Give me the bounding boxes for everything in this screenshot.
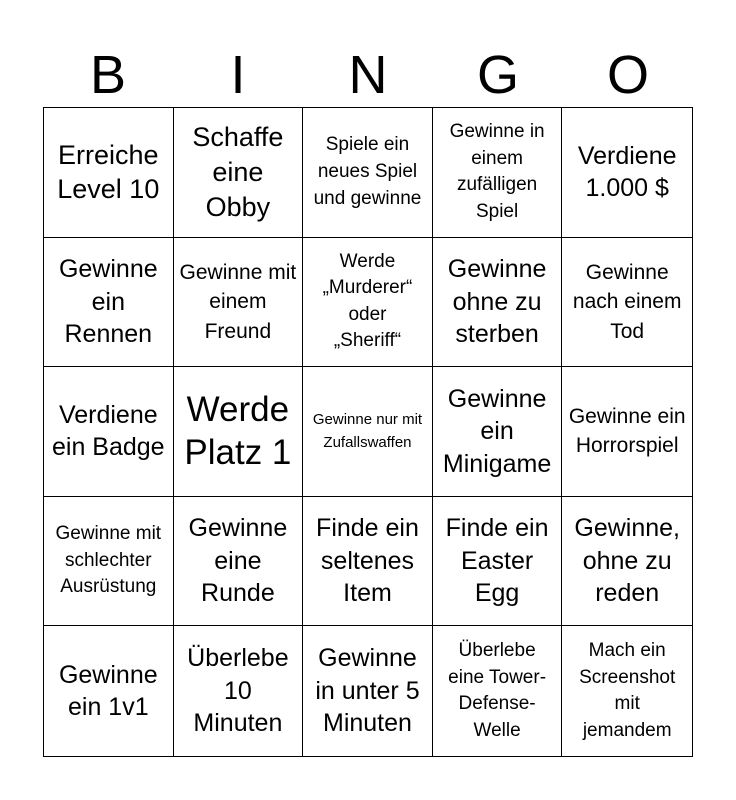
bingo-cell[interactable] — [433, 108, 563, 238]
bingo-cell[interactable] — [174, 238, 304, 368]
bingo-cell[interactable] — [44, 626, 174, 756]
bingo-cell[interactable] — [303, 626, 433, 756]
header-letter-o: O — [606, 45, 649, 105]
bingo-cell[interactable] — [44, 367, 174, 497]
bingo-cell[interactable] — [433, 238, 563, 368]
bingo-cell-text: Gewinne ein Rennen — [58, 255, 158, 349]
bingo-cell-text: Gewinne mit einem Freund — [179, 260, 297, 343]
bingo-cell[interactable] — [562, 626, 692, 756]
bingo-cell-text: Verdiene 1.000 $ — [577, 141, 677, 203]
bingo-cell[interactable] — [174, 108, 304, 238]
bingo-cell[interactable] — [174, 367, 304, 497]
bingo-cell[interactable] — [562, 108, 692, 238]
bingo-cell[interactable] — [174, 497, 304, 627]
bingo-cell-text: Finde ein Easter Egg — [445, 514, 549, 608]
bingo-cell[interactable] — [44, 238, 174, 368]
bingo-cell[interactable] — [303, 238, 433, 368]
bingo-cell-text: Gewinne ein Minigame — [442, 384, 552, 478]
bingo-cell[interactable] — [433, 367, 563, 497]
bingo-cell[interactable] — [303, 367, 433, 497]
bingo-cell[interactable] — [433, 497, 563, 627]
bingo-cell[interactable] — [303, 108, 433, 238]
bingo-cell-text: Werde Platz 1 — [184, 389, 292, 473]
bingo-cell-text: Gewinne nur mit Zufallswaffen — [312, 411, 423, 452]
bingo-cell-text: Erreiche Level 10 — [57, 139, 160, 205]
header-letter-i: I — [230, 45, 246, 105]
bingo-cell[interactable] — [303, 497, 433, 627]
bingo-cell-text: Gewinne ein Horrorspiel — [568, 405, 686, 458]
bingo-cell[interactable] — [433, 626, 563, 756]
bingo-cell-text: Gewinne in unter 5 Minuten — [315, 644, 420, 738]
bingo-cell[interactable] — [562, 497, 692, 627]
bingo-cell-text: Mach ein Screenshot mit jemandem — [579, 640, 676, 741]
bingo-cell-text: Werde „Murderer“ oder „Sheriff“ — [322, 250, 413, 352]
bingo-cell-text: Gewinne nach einem Tod — [572, 260, 682, 343]
bingo-cell-text: Gewinne in einem zufälligen Spiel — [449, 121, 545, 222]
bingo-cell-text: Finde ein seltenes Item — [316, 514, 419, 608]
bingo-cell-text: Gewinne ohne zu sterben — [447, 255, 547, 349]
bingo-cell[interactable] — [174, 626, 304, 756]
header-letter-g: G — [476, 45, 519, 105]
bingo-cell[interactable] — [44, 108, 174, 238]
bingo-grid — [43, 107, 693, 757]
bingo-cell-text: Überlebe 10 Minuten — [187, 644, 289, 738]
header-letter-n: N — [348, 45, 388, 105]
bingo-cell-text: Schaffe eine Obby — [192, 122, 284, 222]
bingo-cell-text: Gewinne, ohne zu reden — [574, 514, 680, 608]
bingo-cell[interactable] — [44, 497, 174, 627]
bingo-cell[interactable] — [562, 238, 692, 368]
bingo-cell-text: Überlebe eine Tower-Defense-Welle — [448, 640, 547, 741]
header-letter-b: B — [89, 45, 127, 105]
bingo-cell[interactable] — [562, 367, 692, 497]
bingo-cell-text: Verdiene ein Badge — [51, 400, 165, 462]
bingo-header — [43, 40, 693, 108]
bingo-cell-text: Gewinne eine Runde — [188, 514, 288, 608]
bingo-cell-text: Gewinne ein 1v1 — [58, 660, 158, 722]
bingo-cell-text: Gewinne mit schlechter Ausrüstung — [55, 523, 162, 598]
bingo-cell-text: Spiele ein neues Spiel und gewinne — [313, 134, 422, 209]
